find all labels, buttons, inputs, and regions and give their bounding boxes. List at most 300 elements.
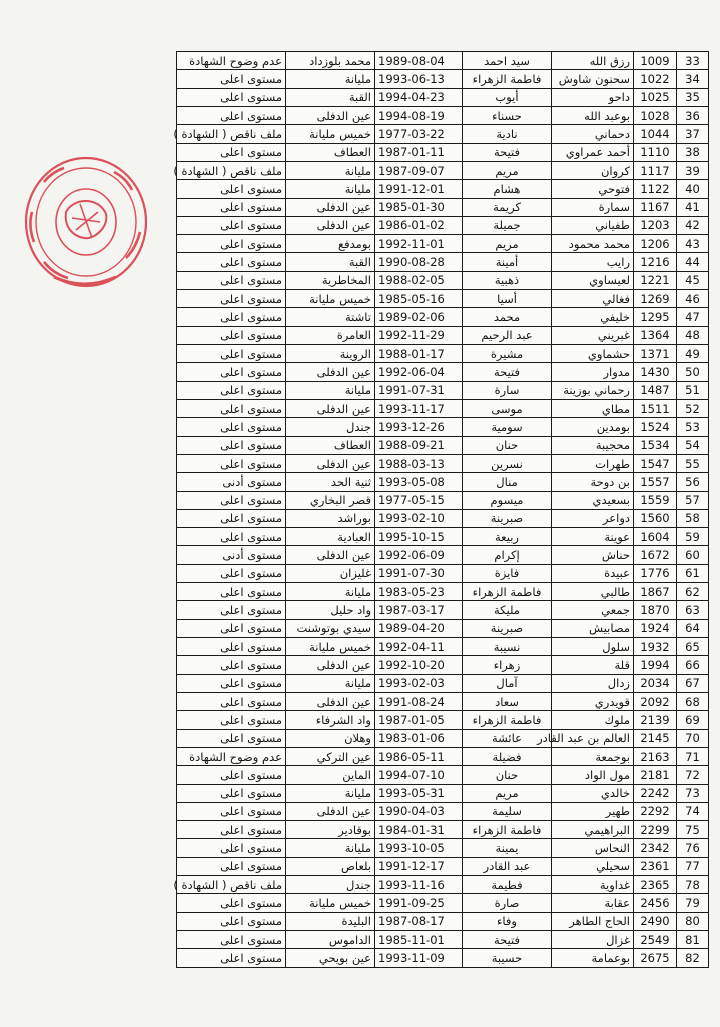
row-number-cell: 73 — [677, 784, 709, 802]
first-name-cell: صبرينة — [463, 619, 552, 637]
table-row — [177, 528, 709, 546]
file-number-cell: 2490 — [634, 912, 677, 930]
birthplace-cell: عين الدفلى — [286, 802, 375, 820]
first-name-cell: ميسوم — [463, 491, 552, 509]
table-row — [177, 931, 709, 949]
table-row — [177, 198, 709, 216]
table-row — [177, 766, 709, 784]
last-name-cell: عوينة — [552, 528, 634, 546]
first-name-cell: عائشة — [463, 729, 552, 747]
row-number-cell: 53 — [677, 418, 709, 436]
table-row — [177, 491, 709, 509]
birthplace-cell: مليانة — [286, 583, 375, 601]
birthdate-cell: 1991-07-30 — [375, 564, 463, 582]
birthdate-cell: 1988-09-21 — [375, 436, 463, 454]
table-row — [177, 70, 709, 88]
table-row — [177, 894, 709, 912]
birthdate-cell: 1989-02-06 — [375, 308, 463, 326]
row-number-cell: 66 — [677, 656, 709, 674]
last-name-cell: سلول — [552, 638, 634, 656]
last-name-cell: دحماني — [552, 125, 634, 143]
birthdate-cell: 1987-01-11 — [375, 143, 463, 161]
birthdate-cell: 1992-10-20 — [375, 656, 463, 674]
birthdate-cell: 1993-05-31 — [375, 784, 463, 802]
table-row — [177, 839, 709, 857]
row-number-cell: 47 — [677, 308, 709, 326]
observation-cell: مستوى اعلى — [177, 290, 286, 308]
first-name-cell: نادية — [463, 125, 552, 143]
last-name-cell: فتوحي — [552, 180, 634, 198]
birthdate-cell: 1990-08-28 — [375, 253, 463, 271]
first-name-cell: فتيحة — [463, 931, 552, 949]
first-name-cell: إكرام — [463, 546, 552, 564]
file-number-cell: 2292 — [634, 802, 677, 820]
birthdate-cell: 1992-11-29 — [375, 326, 463, 344]
first-name-cell: حنان — [463, 766, 552, 784]
row-number-cell: 69 — [677, 711, 709, 729]
first-name-cell: هشام — [463, 180, 552, 198]
first-name-cell: سيد احمد — [463, 52, 552, 70]
row-number-cell: 80 — [677, 912, 709, 930]
observation-cell: مستوى اعلى — [177, 949, 286, 967]
table-row — [177, 161, 709, 179]
row-number-cell: 46 — [677, 290, 709, 308]
row-number-cell: 35 — [677, 88, 709, 106]
last-name-cell: طهير — [552, 802, 634, 820]
birthplace-cell: بوراشد — [286, 509, 375, 527]
last-name-cell: مول الواد — [552, 766, 634, 784]
first-name-cell: فتيحة — [463, 143, 552, 161]
observation-cell: مستوى اعلى — [177, 271, 286, 289]
birthdate-cell: 1993-05-08 — [375, 473, 463, 491]
row-number-cell: 60 — [677, 546, 709, 564]
last-name-cell: زدال — [552, 674, 634, 692]
first-name-cell: وفاء — [463, 912, 552, 930]
observation-cell: مستوى اعلى — [177, 857, 286, 875]
observation-cell: مستوى اعلى — [177, 729, 286, 747]
birthplace-cell: جندل — [286, 876, 375, 894]
observation-cell: مستوى اعلى — [177, 308, 286, 326]
birthplace-cell: المخاطرية — [286, 271, 375, 289]
birthplace-cell: خميس مليانة — [286, 894, 375, 912]
birthdate-cell: 1983-01-06 — [375, 729, 463, 747]
observation-cell: مستوى اعلى — [177, 491, 286, 509]
first-name-cell: ربيعة — [463, 528, 552, 546]
first-name-cell: موسى — [463, 399, 552, 417]
birthdate-cell: 1985-05-16 — [375, 290, 463, 308]
birthdate-cell: 1986-01-02 — [375, 216, 463, 234]
table-row — [177, 290, 709, 308]
table-row — [177, 711, 709, 729]
observation-cell: مستوى اعلى — [177, 363, 286, 381]
last-name-cell: النحاس — [552, 839, 634, 857]
birthdate-cell: 1987-09-07 — [375, 161, 463, 179]
first-name-cell: منال — [463, 473, 552, 491]
file-number-cell: 1560 — [634, 509, 677, 527]
birthdate-cell: 1991-07-31 — [375, 381, 463, 399]
observation-cell: مستوى اعلى — [177, 418, 286, 436]
last-name-cell: أحمد عمراوي — [552, 143, 634, 161]
last-name-cell: بوعبد الله — [552, 106, 634, 124]
birthdate-cell: 1988-02-05 — [375, 271, 463, 289]
birthdate-cell: 1986-05-11 — [375, 747, 463, 765]
file-number-cell: 1295 — [634, 308, 677, 326]
last-name-cell: عقابة — [552, 894, 634, 912]
row-number-cell: 52 — [677, 399, 709, 417]
last-name-cell: العالم بن عبد القادر — [552, 729, 634, 747]
birthdate-cell: 1977-05-15 — [375, 491, 463, 509]
table-row — [177, 363, 709, 381]
table-row — [177, 345, 709, 363]
last-name-cell: بوجمعة — [552, 747, 634, 765]
observation-cell: مستوى اعلى — [177, 454, 286, 472]
first-name-cell: فاطمة الزهراء — [463, 583, 552, 601]
table-row — [177, 638, 709, 656]
first-name-cell: فاطمة الزهراء — [463, 70, 552, 88]
observation-cell: مستوى اعلى — [177, 583, 286, 601]
table-row — [177, 912, 709, 930]
row-number-cell: 63 — [677, 601, 709, 619]
row-number-cell: 57 — [677, 491, 709, 509]
birthplace-cell: الداموس — [286, 931, 375, 949]
row-number-cell: 55 — [677, 454, 709, 472]
last-name-cell: سمارة — [552, 198, 634, 216]
birthdate-cell: 1993-11-09 — [375, 949, 463, 967]
row-number-cell: 78 — [677, 876, 709, 894]
table-row — [177, 125, 709, 143]
observation-cell: مستوى اعلى — [177, 399, 286, 417]
birthplace-cell: القبة — [286, 253, 375, 271]
birthdate-cell: 1992-06-04 — [375, 363, 463, 381]
first-name-cell: صبرينة — [463, 509, 552, 527]
row-number-cell: 72 — [677, 766, 709, 784]
birthdate-cell: 1983-05-23 — [375, 583, 463, 601]
table-row — [177, 326, 709, 344]
row-number-cell: 77 — [677, 857, 709, 875]
table-row — [177, 88, 709, 106]
observation-cell: مستوى اعلى — [177, 345, 286, 363]
table-row — [177, 821, 709, 839]
first-name-cell: فاطمة الزهراء — [463, 711, 552, 729]
table-row — [177, 802, 709, 820]
last-name-cell: بسعيدي — [552, 491, 634, 509]
file-number-cell: 1022 — [634, 70, 677, 88]
first-name-cell: سارة — [463, 381, 552, 399]
table-row — [177, 381, 709, 399]
observation-cell: مستوى اعلى — [177, 106, 286, 124]
observation-cell: مستوى اعلى — [177, 931, 286, 949]
first-name-cell: آمال — [463, 674, 552, 692]
birthdate-cell: 1984-01-31 — [375, 821, 463, 839]
birthplace-cell: مليانة — [286, 784, 375, 802]
first-name-cell: مريم — [463, 235, 552, 253]
official-stamp-icon — [14, 142, 154, 302]
observation-cell: مستوى اعلى — [177, 436, 286, 454]
birthplace-cell: عين التركي — [286, 747, 375, 765]
observation-cell: مستوى اعلى — [177, 88, 286, 106]
first-name-cell: مشيرة — [463, 345, 552, 363]
last-name-cell: قلة — [552, 656, 634, 674]
birthplace-cell: وهلان — [286, 729, 375, 747]
observation-cell: مستوى اعلى — [177, 894, 286, 912]
first-name-cell: سعاد — [463, 692, 552, 710]
file-number-cell: 1044 — [634, 125, 677, 143]
birthdate-cell: 1992-04-11 — [375, 638, 463, 656]
file-number-cell: 1203 — [634, 216, 677, 234]
birthplace-cell: الماين — [286, 766, 375, 784]
file-number-cell: 1524 — [634, 418, 677, 436]
row-number-cell: 40 — [677, 180, 709, 198]
table-row — [177, 436, 709, 454]
birthplace-cell: سيدي بوتوشنت — [286, 619, 375, 637]
birthplace-cell: مليانة — [286, 674, 375, 692]
last-name-cell: عبيدة — [552, 564, 634, 582]
first-name-cell: مليكة — [463, 601, 552, 619]
last-name-cell: مدوار — [552, 363, 634, 381]
birthdate-cell: 1993-02-03 — [375, 674, 463, 692]
observation-cell: مستوى أدنى — [177, 546, 286, 564]
file-number-cell: 1932 — [634, 638, 677, 656]
candidates-table-body — [173, 52, 709, 968]
observation-cell: مستوى اعلى — [177, 235, 286, 253]
birthplace-cell: القبة — [286, 88, 375, 106]
file-number-cell: 1547 — [634, 454, 677, 472]
file-number-cell: 2145 — [634, 729, 677, 747]
file-number-cell: 1216 — [634, 253, 677, 271]
last-name-cell: قويدري — [552, 692, 634, 710]
first-name-cell: مريم — [463, 161, 552, 179]
row-number-cell: 65 — [677, 638, 709, 656]
birthplace-cell: مليانة — [286, 180, 375, 198]
birthplace-cell: عين الدفلى — [286, 546, 375, 564]
observation-cell: مستوى اعلى — [177, 619, 286, 637]
birthplace-cell: واد حليل — [286, 601, 375, 619]
row-number-cell: 48 — [677, 326, 709, 344]
file-number-cell: 1117 — [634, 161, 677, 179]
first-name-cell: عبد الرحيم — [463, 326, 552, 344]
observation-cell: مستوى اعلى — [177, 692, 286, 710]
row-number-cell: 54 — [677, 436, 709, 454]
birthdate-cell: 1992-06-09 — [375, 546, 463, 564]
observation-cell: عدم وضوح الشهادة — [177, 747, 286, 765]
last-name-cell: محجيبة — [552, 436, 634, 454]
row-number-cell: 82 — [677, 949, 709, 967]
table-row — [177, 180, 709, 198]
row-number-cell: 70 — [677, 729, 709, 747]
birthplace-cell: مليانة — [286, 381, 375, 399]
file-number-cell: 1028 — [634, 106, 677, 124]
file-number-cell: 1167 — [634, 198, 677, 216]
birthdate-cell: 1995-10-15 — [375, 528, 463, 546]
last-name-cell: مطاي — [552, 399, 634, 417]
birthdate-cell: 1993-11-17 — [375, 399, 463, 417]
birthplace-cell: خميس مليانة — [286, 290, 375, 308]
observation-cell: مستوى اعلى — [177, 821, 286, 839]
birthplace-cell: عين بويحي — [286, 949, 375, 967]
birthplace-cell: العامرة — [286, 326, 375, 344]
row-number-cell: 39 — [677, 161, 709, 179]
observation-cell: مستوى أدنى — [177, 473, 286, 491]
table-row — [177, 52, 709, 70]
last-name-cell: خالدي — [552, 784, 634, 802]
observation-cell: عدم وضوح الشهادة — [177, 52, 286, 70]
file-number-cell: 1557 — [634, 473, 677, 491]
first-name-cell: صارة — [463, 894, 552, 912]
file-number-cell: 1487 — [634, 381, 677, 399]
file-number-cell: 1870 — [634, 601, 677, 619]
row-number-cell: 37 — [677, 125, 709, 143]
first-name-cell: نسرين — [463, 454, 552, 472]
table-row — [177, 784, 709, 802]
observation-cell: مستوى اعلى — [177, 509, 286, 527]
file-number-cell: 1994 — [634, 656, 677, 674]
birthplace-cell: عين الدفلى — [286, 216, 375, 234]
table-row — [177, 656, 709, 674]
observation-cell: مستوى اعلى — [177, 70, 286, 88]
file-number-cell: 1364 — [634, 326, 677, 344]
birthplace-cell: عين الدفلى — [286, 656, 375, 674]
observation-cell: ملف ناقص ( الشهادة ) — [177, 161, 286, 179]
last-name-cell: البراهيمي — [552, 821, 634, 839]
observation-cell: مستوى اعلى — [177, 839, 286, 857]
first-name-cell: حنان — [463, 436, 552, 454]
row-number-cell: 38 — [677, 143, 709, 161]
table-row — [177, 106, 709, 124]
birthdate-cell: 1987-03-17 — [375, 601, 463, 619]
birthdate-cell: 1991-09-25 — [375, 894, 463, 912]
table-row — [177, 692, 709, 710]
row-number-cell: 81 — [677, 931, 709, 949]
file-number-cell: 1269 — [634, 290, 677, 308]
birthdate-cell: 1994-08-19 — [375, 106, 463, 124]
table-row — [177, 308, 709, 326]
birthdate-cell: 1989-08-04 — [375, 52, 463, 70]
file-number-cell: 2034 — [634, 674, 677, 692]
observation-cell: مستوى اعلى — [177, 601, 286, 619]
birthdate-cell: 1993-11-16 — [375, 876, 463, 894]
file-number-cell: 1534 — [634, 436, 677, 454]
file-number-cell: 1924 — [634, 619, 677, 637]
birthplace-cell: عين الدفلى — [286, 399, 375, 417]
file-number-cell: 2181 — [634, 766, 677, 784]
file-number-cell: 1110 — [634, 143, 677, 161]
last-name-cell: حشماوي — [552, 345, 634, 363]
birthplace-cell: غليزان — [286, 564, 375, 582]
table-row — [177, 546, 709, 564]
last-name-cell: غزال — [552, 931, 634, 949]
first-name-cell: نسيبة — [463, 638, 552, 656]
last-name-cell: ملوك — [552, 711, 634, 729]
birthplace-cell: جندل — [286, 418, 375, 436]
table-row — [177, 729, 709, 747]
file-number-cell: 1511 — [634, 399, 677, 417]
table-row — [177, 876, 709, 894]
observation-cell: مستوى اعلى — [177, 253, 286, 271]
birthplace-cell: واد الشرفاء — [286, 711, 375, 729]
first-name-cell: فاطمة الزهراء — [463, 821, 552, 839]
first-name-cell: أسيا — [463, 290, 552, 308]
row-number-cell: 51 — [677, 381, 709, 399]
row-number-cell: 68 — [677, 692, 709, 710]
last-name-cell: محمد محمود — [552, 235, 634, 253]
last-name-cell: سحيلي — [552, 857, 634, 875]
row-number-cell: 75 — [677, 821, 709, 839]
file-number-cell: 1867 — [634, 583, 677, 601]
row-number-cell: 79 — [677, 894, 709, 912]
first-name-cell: سومية — [463, 418, 552, 436]
row-number-cell: 34 — [677, 70, 709, 88]
birthplace-cell: بلعاص — [286, 857, 375, 875]
first-name-cell: عبد القادر — [463, 857, 552, 875]
file-number-cell: 2675 — [634, 949, 677, 967]
first-name-cell: زهراء — [463, 656, 552, 674]
observation-cell: مستوى اعلى — [177, 564, 286, 582]
table-row — [177, 601, 709, 619]
file-number-cell: 1122 — [634, 180, 677, 198]
row-number-cell: 36 — [677, 106, 709, 124]
table-row — [177, 454, 709, 472]
table-row — [177, 674, 709, 692]
row-number-cell: 67 — [677, 674, 709, 692]
birthdate-cell: 1993-12-26 — [375, 418, 463, 436]
row-number-cell: 42 — [677, 216, 709, 234]
last-name-cell: خليفي — [552, 308, 634, 326]
birthplace-cell: ثنية الحد — [286, 473, 375, 491]
file-number-cell: 1604 — [634, 528, 677, 546]
observation-cell: مستوى اعلى — [177, 766, 286, 784]
birthplace-cell: الروينة — [286, 345, 375, 363]
file-number-cell: 1009 — [634, 52, 677, 70]
birthdate-cell: 1977-03-22 — [375, 125, 463, 143]
birthplace-cell: بوقادير — [286, 821, 375, 839]
observation-cell: مستوى اعلى — [177, 638, 286, 656]
last-name-cell: غبريني — [552, 326, 634, 344]
first-name-cell: كريمة — [463, 198, 552, 216]
last-name-cell: طهرات — [552, 454, 634, 472]
row-number-cell: 33 — [677, 52, 709, 70]
row-number-cell: 62 — [677, 583, 709, 601]
candidates-table — [173, 51, 709, 968]
table-row — [177, 583, 709, 601]
birthdate-cell: 1993-10-05 — [375, 839, 463, 857]
birthplace-cell: مليانة — [286, 161, 375, 179]
table-row — [177, 253, 709, 271]
last-name-cell: رحماني بوزينة — [552, 381, 634, 399]
birthplace-cell: خميس مليانة — [286, 125, 375, 143]
row-number-cell: 43 — [677, 235, 709, 253]
row-number-cell: 74 — [677, 802, 709, 820]
birthdate-cell: 1993-02-10 — [375, 509, 463, 527]
table-row — [177, 619, 709, 637]
observation-cell: مستوى اعلى — [177, 784, 286, 802]
first-name-cell: ذهبية — [463, 271, 552, 289]
file-number-cell: 1559 — [634, 491, 677, 509]
birthdate-cell: 1991-12-17 — [375, 857, 463, 875]
last-name-cell: رزق الله — [552, 52, 634, 70]
last-name-cell: بومدين — [552, 418, 634, 436]
row-number-cell: 58 — [677, 509, 709, 527]
row-number-cell: 49 — [677, 345, 709, 363]
observation-cell: مستوى اعلى — [177, 326, 286, 344]
birthplace-cell: العطاف — [286, 436, 375, 454]
observation-cell: ملف ناقص ( الشهادة ) — [177, 125, 286, 143]
observation-cell: مستوى اعلى — [177, 656, 286, 674]
last-name-cell: مصابيش — [552, 619, 634, 637]
table-row — [177, 747, 709, 765]
birthplace-cell: محمد بلوزداد — [286, 52, 375, 70]
last-name-cell: سحنون شاوش — [552, 70, 634, 88]
last-name-cell: الحاج الطاهر — [552, 912, 634, 930]
